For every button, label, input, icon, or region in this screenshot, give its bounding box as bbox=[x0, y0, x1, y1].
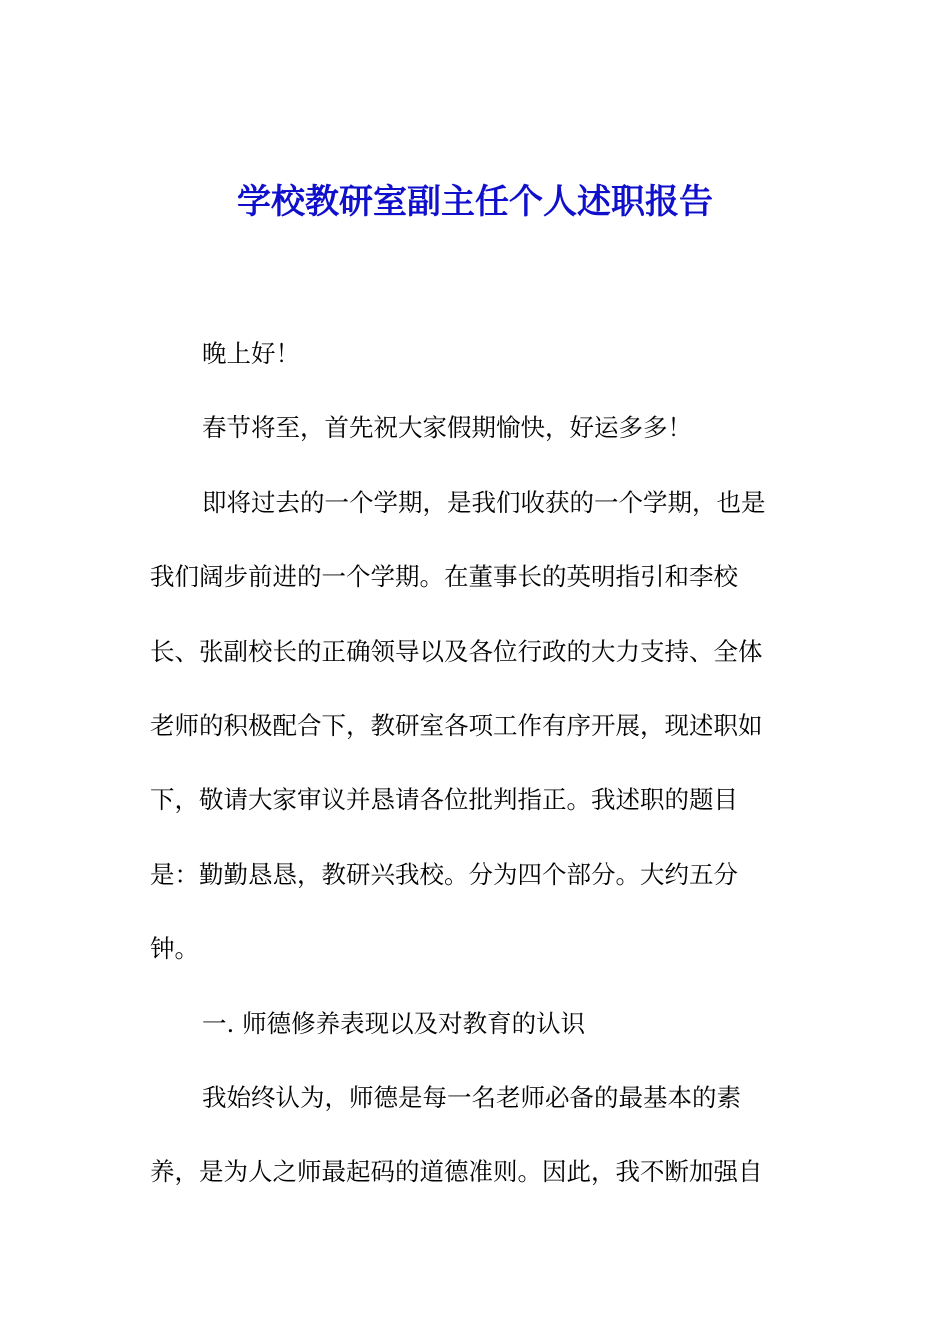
paragraph-line: 我们阔步前进的一个学期。在董事长的英明指引和李校 bbox=[150, 562, 738, 592]
paragraph-line: 春节将至，首先祝大家假期愉快，好运多多！ bbox=[202, 413, 692, 443]
paragraph-line: 是：勤勤恳恳，教研兴我校。分为四个部分。大约五分 bbox=[150, 859, 738, 889]
paragraph-line: 长、张副校长的正确领导以及各位行政的大力支持、全体 bbox=[150, 636, 763, 666]
section-heading: 一. 师德修养表现以及对教育的认识 bbox=[202, 1008, 586, 1038]
paragraph-line: 养，是为人之师最起码的道德准则。因此，我不断加强自 bbox=[150, 1157, 763, 1187]
paragraph-line: 即将过去的一个学期，是我们收获的一个学期，也是 bbox=[202, 487, 766, 517]
document-body bbox=[150, 332, 794, 1225]
paragraph-line: 老师的积极配合下，教研室各项工作有序开展，现述职如 bbox=[150, 710, 763, 740]
greeting-line: 晚上好！ bbox=[202, 339, 300, 368]
document-title: 学校教研室副主任个人述职报告 bbox=[237, 182, 713, 222]
paragraph-line: 我始终认为，师德是每一名老师必备的最基本的素 bbox=[202, 1082, 741, 1112]
paragraph-line: 下，敬请大家审议并恳请各位批判指正。我述职的题目 bbox=[150, 785, 738, 815]
paragraph-line: 钟。 bbox=[150, 934, 199, 964]
